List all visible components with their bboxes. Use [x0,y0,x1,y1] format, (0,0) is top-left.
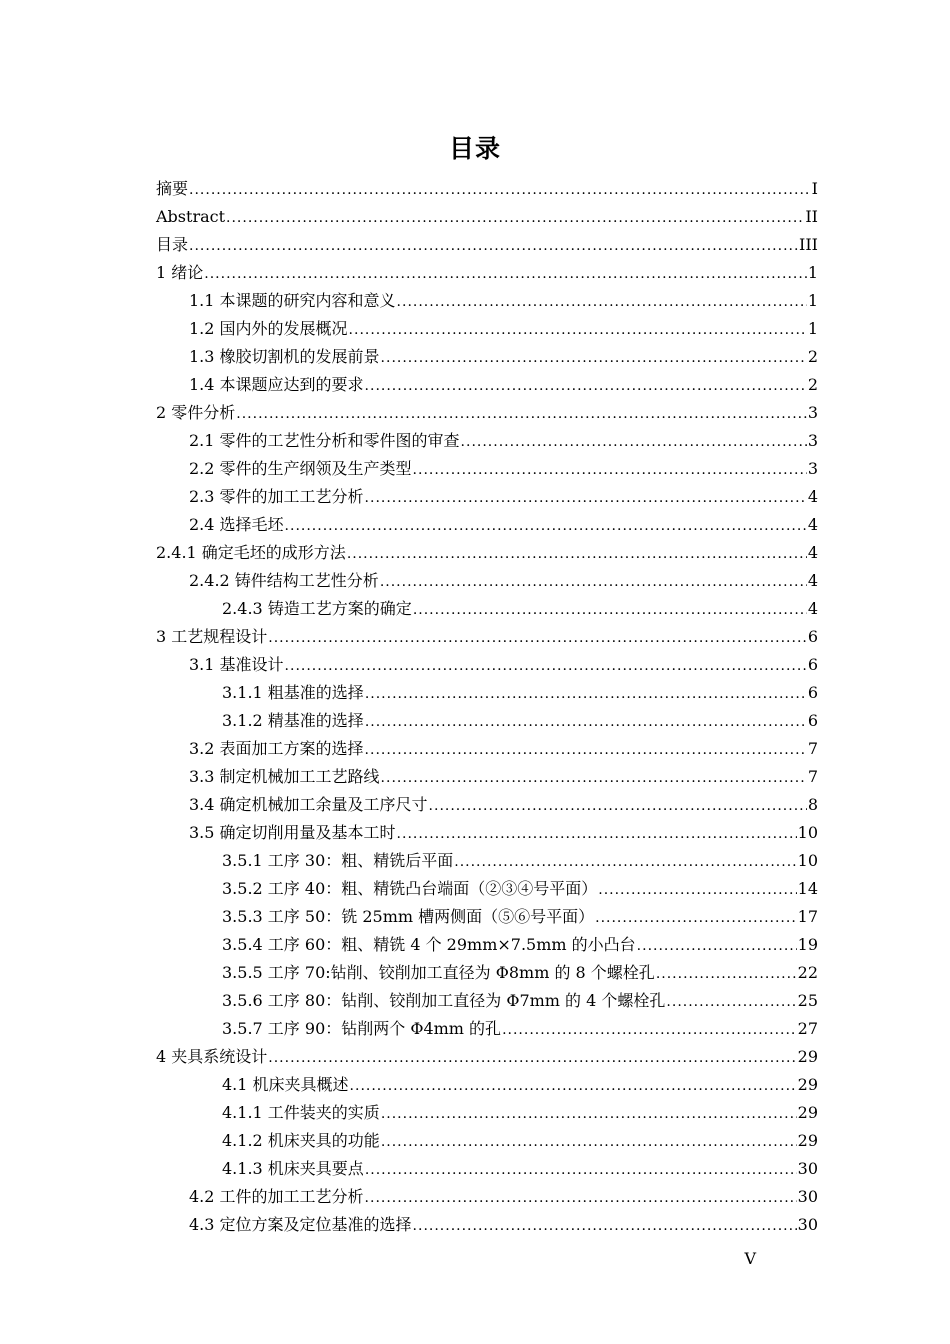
toc-dot-leader [365,708,807,736]
toc-entry[interactable] [156,1211,818,1239]
toc-entry-title: 1.4 本课题应达到的要求 [189,375,364,394]
toc-entry-page-number: 14 [797,879,818,898]
toc-entry-title: 2.1 零件的工艺性分析和零件图的审查 [189,431,460,450]
toc-entry[interactable] [156,987,818,1015]
toc-entry-page-number: 4 [807,515,818,534]
toc-entry-title: 3.5.5 工序 70:钻削、铰削加工直径为 Φ8mm 的 8 个螺栓孔 [222,963,655,982]
table-of-contents [156,175,818,1239]
toc-entry-page-number: 10 [797,823,818,842]
toc-entry[interactable] [156,203,818,231]
toc-entry-page-number: 8 [807,795,818,814]
toc-entry[interactable] [156,231,818,259]
toc-dot-leader [380,568,807,596]
toc-entry-title: 3.5.4 工序 60：粗、精铣 4 个 29mm×7.5mm 的小凸台 [222,935,636,954]
toc-entry[interactable] [156,903,818,931]
toc-entry-page-number: II [805,207,818,226]
toc-entry[interactable] [156,931,818,959]
toc-entry[interactable] [156,1015,818,1043]
toc-entry-title: 3.5 确定切削用量及基本工时 [189,823,396,842]
toc-entry-title: 1.2 国内外的发展概况 [189,319,348,338]
toc-entry-page-number: 3 [807,403,818,422]
toc-entry[interactable] [156,343,818,371]
toc-entry-title: 3.5.7 工序 90：钻削两个 Φ4mm 的孔 [222,1019,502,1038]
toc-dot-leader [502,1016,797,1044]
toc-entry-title: Abstract [156,207,226,226]
toc-entry-page-number: 1 [807,263,818,282]
toc-entry[interactable] [156,1099,818,1127]
toc-entry-page-number: 3 [807,459,818,478]
toc-entry[interactable] [156,735,818,763]
toc-entry[interactable] [156,483,818,511]
toc-entry-page-number: 29 [797,1103,818,1122]
toc-entry-title: 3.3 制定机械加工工艺路线 [189,767,380,786]
toc-dot-leader [413,1212,797,1240]
toc-dot-leader [268,624,807,652]
toc-entry-page-number: 25 [797,991,818,1010]
toc-entry[interactable] [156,371,818,399]
toc-entry[interactable] [156,315,818,343]
toc-entry-title: 4.1.3 机床夹具要点 [222,1159,364,1178]
toc-entry[interactable] [156,399,818,427]
toc-entry-title: 3 工艺规程设计 [156,627,268,646]
toc-dot-leader [285,512,807,540]
toc-entry-page-number: 7 [807,739,818,758]
toc-entry-title: 2.4.1 确定毛坯的成形方法 [156,543,346,562]
toc-dot-leader [204,260,807,288]
toc-entry[interactable] [156,791,818,819]
toc-dot-leader [461,428,807,456]
toc-entry-page-number: 30 [797,1215,818,1234]
toc-dot-leader [365,1184,797,1212]
toc-entry-title: 3.4 确定机械加工余量及工序尺寸 [189,795,428,814]
toc-entry-page-number: 4 [807,599,818,618]
toc-entry[interactable] [156,875,818,903]
toc-entry-title: 3.1.2 精基准的选择 [222,711,364,730]
toc-entry-page-number: 19 [797,935,818,954]
toc-entry[interactable] [156,819,818,847]
toc-entry-title: 摘要 [156,179,189,198]
toc-entry[interactable] [156,539,818,567]
toc-entry-title: 4.3 定位方案及定位基准的选择 [189,1215,412,1234]
toc-entry-page-number: 30 [797,1187,818,1206]
toc-dot-leader [656,960,797,988]
toc-dot-leader [350,1072,797,1100]
toc-entry-page-number: 30 [797,1159,818,1178]
toc-entry-title: 1.1 本课题的研究内容和意义 [189,291,396,310]
toc-entry-page-number: 1 [807,291,818,310]
toc-entry-page-number: 29 [797,1131,818,1150]
toc-dot-leader [189,176,811,204]
toc-entry[interactable] [156,1183,818,1211]
toc-dot-leader [454,848,796,876]
toc-entry-page-number: 6 [807,627,818,646]
toc-entry-title: 3.5.6 工序 80：钻削、铰削加工直径为 Φ7mm 的 4 个螺栓孔 [222,991,666,1010]
toc-dot-leader [226,204,804,232]
toc-entry-page-number: 1 [807,319,818,338]
toc-entry-title: 3.5.1 工序 30：粗、精铣后平面 [222,851,454,870]
toc-entry-title: 3.5.3 工序 50：铣 25mm 槽两侧面（⑤⑥号平面） [222,907,595,926]
toc-dot-leader [365,680,807,708]
toc-dot-leader [397,820,797,848]
toc-dot-leader [349,316,807,344]
toc-entry[interactable] [156,1155,818,1183]
toc-entry-page-number: 29 [797,1047,818,1066]
toc-dot-leader [381,344,807,372]
toc-entry[interactable] [156,175,818,203]
toc-dot-leader [598,876,796,904]
toc-entry-title: 4.1 机床夹具概述 [222,1075,349,1094]
toc-entry-page-number: 10 [797,851,818,870]
toc-dot-leader [365,484,807,512]
toc-entry-title: 2.3 零件的加工工艺分析 [189,487,364,506]
toc-dot-leader [236,400,807,428]
toc-entry-page-number: 27 [797,1019,818,1038]
toc-dot-leader [666,988,796,1016]
toc-entry-title: 2.4.3 铸造工艺方案的确定 [222,599,412,618]
toc-dot-leader [397,288,807,316]
toc-entry-page-number: 7 [807,767,818,786]
toc-entry-title: 目录 [156,235,189,254]
toc-entry-title: 2 零件分析 [156,403,236,422]
toc-entry-title: 4.1.1 工件装夹的实质 [222,1103,380,1122]
toc-dot-leader [637,932,797,960]
toc-entry-page-number: 6 [807,683,818,702]
toc-entry[interactable] [156,1127,818,1155]
toc-dot-leader [189,232,798,260]
toc-entry-page-number: III [799,235,818,254]
toc-entry-page-number: 6 [807,711,818,730]
toc-entry[interactable] [156,427,818,455]
toc-entry[interactable] [156,259,818,287]
page-number-footer: V [744,1249,756,1268]
toc-entry-page-number: 29 [797,1075,818,1094]
toc-entry[interactable] [156,1071,818,1099]
toc-entry-page-number: 4 [807,571,818,590]
toc-dot-leader [381,1128,797,1156]
toc-dot-leader [413,596,807,624]
toc-entry-title: 3.5.2 工序 40：粗、精铣凸台端面（②③④号平面） [222,879,598,898]
toc-dot-leader [429,792,807,820]
toc-dot-leader [365,736,807,764]
toc-entry[interactable] [156,287,818,315]
toc-entry-title: 4.1.2 机床夹具的功能 [222,1131,380,1150]
toc-entry[interactable] [156,763,818,791]
toc-entry-page-number: 2 [807,375,818,394]
toc-entry-page-number: 4 [807,543,818,562]
toc-entry[interactable] [156,511,818,539]
toc-entry[interactable] [156,707,818,735]
toc-entry-title: 1.3 橡胶切割机的发展前景 [189,347,380,366]
toc-entry[interactable] [156,959,818,987]
toc-entry-title: 2.4 选择毛坯 [189,515,284,534]
toc-dot-leader [285,652,807,680]
toc-dot-leader [381,1100,797,1128]
toc-entry[interactable] [156,847,818,875]
toc-entry-page-number: 3 [807,431,818,450]
toc-entry-page-number: I [811,179,818,198]
toc-entry[interactable] [156,651,818,679]
toc-entry-page-number: 17 [797,907,818,926]
toc-dot-leader [365,1156,797,1184]
toc-entry-title: 4.2 工件的加工工艺分析 [189,1187,364,1206]
toc-entry-title: 3.1.1 粗基准的选择 [222,683,364,702]
toc-entry-title: 2.4.2 铸件结构工艺性分析 [189,571,379,590]
toc-entry[interactable] [156,455,818,483]
toc-entry[interactable] [156,679,818,707]
toc-entry-title: 2.2 零件的生产纲领及生产类型 [189,459,412,478]
toc-dot-leader [413,456,807,484]
toc-entry-title: 1 绪论 [156,263,204,282]
toc-dot-leader [347,540,807,568]
toc-entry[interactable] [156,595,818,623]
toc-entry[interactable] [156,623,818,651]
toc-dot-leader [381,764,807,792]
toc-entry-page-number: 22 [797,963,818,982]
toc-title: 目录 [448,134,501,163]
toc-dot-leader [365,372,807,400]
toc-dot-leader [595,904,797,932]
toc-entry-title: 3.2 表面加工方案的选择 [189,739,364,758]
toc-entry[interactable] [156,1043,818,1071]
toc-entry-title: 3.1 基准设计 [189,655,284,674]
toc-dot-leader [268,1044,796,1072]
toc-entry-title: 4 夹具系统设计 [156,1047,268,1066]
toc-entry-page-number: 4 [807,487,818,506]
toc-entry-page-number: 6 [807,655,818,674]
toc-entry-page-number: 2 [807,347,818,366]
toc-entry[interactable] [156,567,818,595]
